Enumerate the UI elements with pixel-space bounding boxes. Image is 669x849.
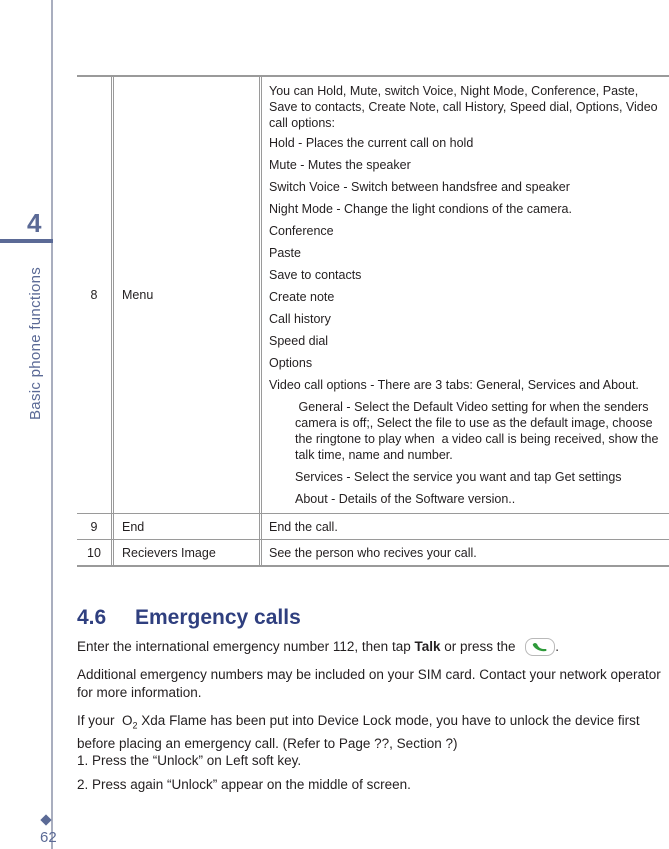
row-number: 8: [77, 77, 114, 513]
subscript: 2: [132, 720, 138, 731]
function-table: [77, 75, 669, 567]
row-name: Menu: [114, 77, 262, 513]
text-span: or press the: [440, 639, 520, 654]
menu-line: Call history: [269, 312, 331, 326]
section-title: Emergency calls: [135, 606, 301, 629]
chapter-title: Basic phone functions: [27, 266, 44, 420]
row-description: See the person who recives your call.: [269, 545, 477, 560]
talk-phone-icon: [525, 638, 555, 656]
table-row-end: [77, 514, 669, 540]
menu-line: Night Mode - Change the light condions of the camera.: [269, 202, 572, 216]
menu-line: Create note: [269, 290, 335, 304]
menu-line: Mute - Mutes the speaker: [269, 158, 411, 172]
step-1: 1. Press the “Unlock” on Left soft key.: [77, 753, 302, 768]
menu-subline: Services - Select the service you want and tap Get settings: [295, 470, 622, 484]
sidebar-rule: [51, 0, 53, 849]
row-number: 10: [77, 540, 114, 565]
text-span: .: [555, 639, 560, 654]
section-number: 4.6: [77, 606, 107, 629]
paragraph-sim: Additional emergency numbers may be included on your SIM card. Contact your network operator for more information.: [77, 667, 661, 700]
page-number: 62: [40, 829, 57, 846]
row-name: End: [114, 514, 262, 539]
chapter-number: 4: [27, 208, 42, 238]
row-name: Recievers Image: [114, 540, 262, 565]
table-row-image: [77, 540, 669, 567]
menu-line: Conference: [269, 224, 334, 238]
menu-line: Options: [269, 356, 313, 370]
row-number: 9: [77, 514, 114, 539]
menu-line: Switch Voice - Switch between handsfree and speaker: [269, 180, 570, 194]
step-2: 2. Press again “Unlock” appear on the middle of screen.: [77, 777, 411, 792]
paragraph-talk: [77, 638, 662, 656]
chapter-marker-bar: [0, 239, 53, 243]
menu-subline: About - Details of the Software version..: [295, 492, 516, 506]
page-marker-icon: [40, 814, 51, 825]
paragraph-device-lock: [77, 712, 662, 753]
row-description: [262, 77, 669, 513]
menu-line: Hold - Places the current call on hold: [269, 136, 474, 150]
text-span: Enter the international emergency number 112, then tap: [77, 639, 415, 654]
table-row-menu: [77, 75, 669, 514]
section-heading: [77, 606, 301, 630]
menu-line: Speed dial: [269, 334, 329, 348]
menu-subline: General - Select the Default Video setting for when the senders camera is off;, Select the file to use as the default image, choose the ringtone to play when a video call is being received, show the talk time, name and number.: [295, 400, 662, 462]
menu-line: Video call options - There are 3 tabs: General, Services and About.: [269, 378, 639, 392]
text-span: Xda Flame has been put into Device Lock mode, you have to unlock the device first before placing an emergency call. (Refer to Page ??, Section ?): [77, 713, 640, 751]
menu-intro: You can Hold, Mute, switch Voice, Night Mode, Conference, Paste, Save to contacts, Create Note, call History, Speed dial, Options, Video call options:: [269, 84, 658, 130]
row-description: End the call.: [269, 519, 338, 534]
talk-keyword: Talk: [414, 639, 441, 654]
menu-line: Paste: [269, 246, 301, 260]
text-span: If your O: [77, 713, 133, 728]
menu-line: Save to contacts: [269, 268, 362, 282]
